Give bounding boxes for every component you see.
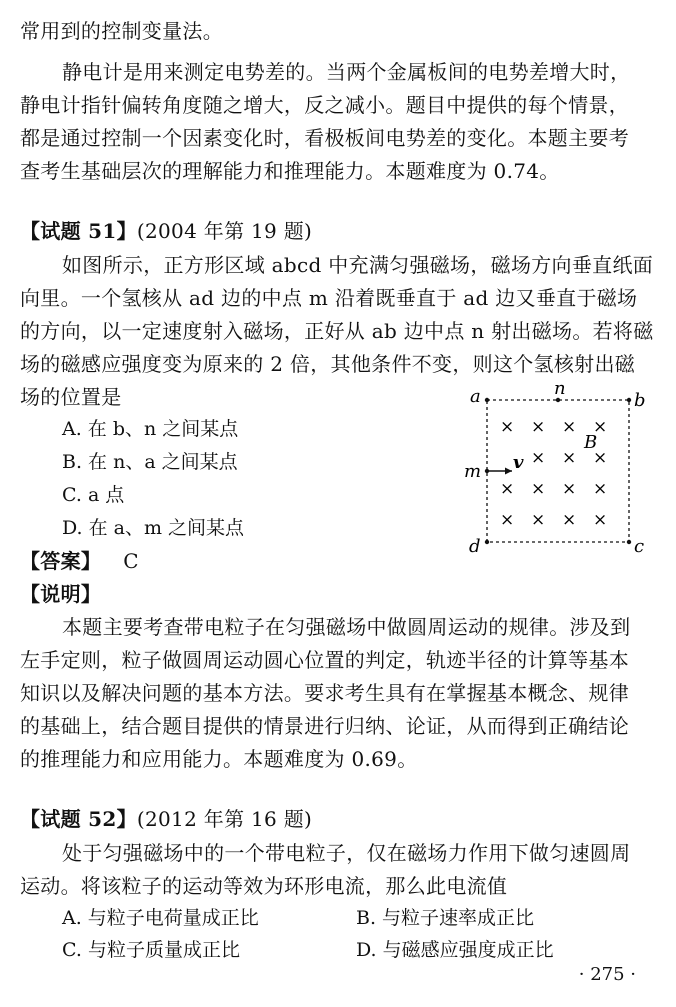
- cross-icon: ×: [562, 448, 577, 468]
- cross-icon: ×: [593, 479, 608, 499]
- stem-line: 运动。将该粒子的运动等效为环形电流，那么此电流值: [20, 874, 508, 898]
- question-source: (2004 年第 19 题): [136, 219, 313, 243]
- label-n: n: [554, 380, 566, 399]
- cross-icon: ×: [500, 417, 515, 437]
- corner-c-dot: [627, 540, 631, 544]
- label-B: B: [584, 432, 598, 453]
- cross-icon: ×: [593, 448, 608, 468]
- answer-value: C: [123, 549, 139, 573]
- question-label: 【试题 51】: [20, 219, 137, 243]
- question-source: (2012 年第 16 题): [136, 807, 313, 831]
- answer-label: 【答案】: [20, 549, 102, 573]
- cross-icon: ×: [562, 510, 577, 530]
- explain-line: 的基础上，结合题目提供的情景进行归纳、论证，从而得到正确结论: [20, 714, 629, 738]
- option-c: C. 与粒子质量成正比: [62, 939, 240, 961]
- label-d: d: [469, 536, 481, 557]
- explain-line: 本题主要考查带电粒子在匀强磁场中做圆周运动的规律。涉及到: [62, 615, 631, 639]
- page-number: · 275 ·: [578, 964, 636, 985]
- magnetic-field-figure: [460, 380, 660, 560]
- corner-d-dot: [485, 540, 489, 544]
- stem-line: 向里。一个氢核从 ad 边的中点 m 沿着既垂直于 ad 边又垂直于磁场: [20, 286, 638, 310]
- label-a: a: [470, 386, 481, 407]
- cross-icon: ×: [562, 479, 577, 499]
- cross-icon: ×: [562, 417, 577, 437]
- cross-icon: ×: [531, 510, 546, 530]
- stem-line: 场的磁感应强度变为原来的 2 倍，其他条件不变，则这个氢核射出磁: [20, 352, 636, 376]
- stem-line: 场的位置是: [20, 385, 122, 409]
- question-52-header: [20, 804, 312, 834]
- explain-line: 左手定则，粒子做圆周运动圆心位置的判定，轨迹半径的计算等基本: [20, 648, 629, 672]
- corner-b-dot: [627, 398, 631, 402]
- text-line: 静电计是用来测定电势差的。当两个金属板间的电势差增大时，: [62, 60, 631, 84]
- explain-line: 的推理能力和应用能力。本题难度为 0.69。: [20, 747, 418, 771]
- question-51-header: [20, 216, 312, 246]
- cross-icon: ×: [500, 510, 515, 530]
- text-line: 静电计指针偏转角度随之增大，反之减小。题目中提供的每个情景，: [20, 93, 629, 117]
- option-b: B. 与粒子速率成正比: [356, 907, 535, 929]
- option-d: D. 与磁感应强度成正比: [356, 939, 554, 961]
- option-c: C. a 点: [62, 484, 125, 506]
- label-b: b: [634, 390, 646, 411]
- label-c: c: [634, 536, 645, 557]
- explain-line: 知识以及解决问题的基本方法。要求考生具有在掌握基本概念、规律: [20, 681, 629, 705]
- cross-icon: ×: [531, 479, 546, 499]
- cross-icon: ×: [500, 479, 515, 499]
- option-b: B. 在 n、a 之间某点: [62, 451, 238, 473]
- stem-line: 如图所示，正方形区域 abcd 中充满匀强磁场，磁场方向垂直纸面: [62, 253, 654, 277]
- answer-row: [20, 546, 139, 576]
- cross-icon: ×: [593, 510, 608, 530]
- stem-line: 的方向，以一定速度射入磁场，正好从 ab 边中点 n 射出磁场。若将磁: [20, 319, 654, 343]
- cross-icon: ×: [531, 417, 546, 437]
- cross-icon: ×: [593, 417, 608, 437]
- text-line: 都是通过控制一个因素变化时，看极板间电势差的变化。本题主要考: [20, 126, 629, 150]
- velocity-arrowhead: [505, 468, 512, 475]
- text-line: 查考生基础层次的理解能力和推理能力。本题难度为 0.74。: [20, 159, 560, 183]
- question-label: 【试题 52】: [20, 807, 137, 831]
- label-m: m: [464, 461, 482, 482]
- option-a: A. 与粒子电荷量成正比: [62, 907, 259, 929]
- explain-label: 【说明】: [20, 582, 102, 606]
- option-d: D. 在 a、m 之间某点: [62, 517, 245, 539]
- cross-icon: ×: [531, 448, 546, 468]
- option-a: A. 在 b、n 之间某点: [62, 418, 239, 440]
- corner-a-dot: [485, 398, 489, 402]
- text-line: 常用到的控制变量法。: [20, 19, 223, 43]
- stem-line: 处于匀强磁场中的一个带电粒子，仅在磁场力作用下做匀速圆周: [62, 841, 631, 865]
- label-v: v: [513, 452, 524, 473]
